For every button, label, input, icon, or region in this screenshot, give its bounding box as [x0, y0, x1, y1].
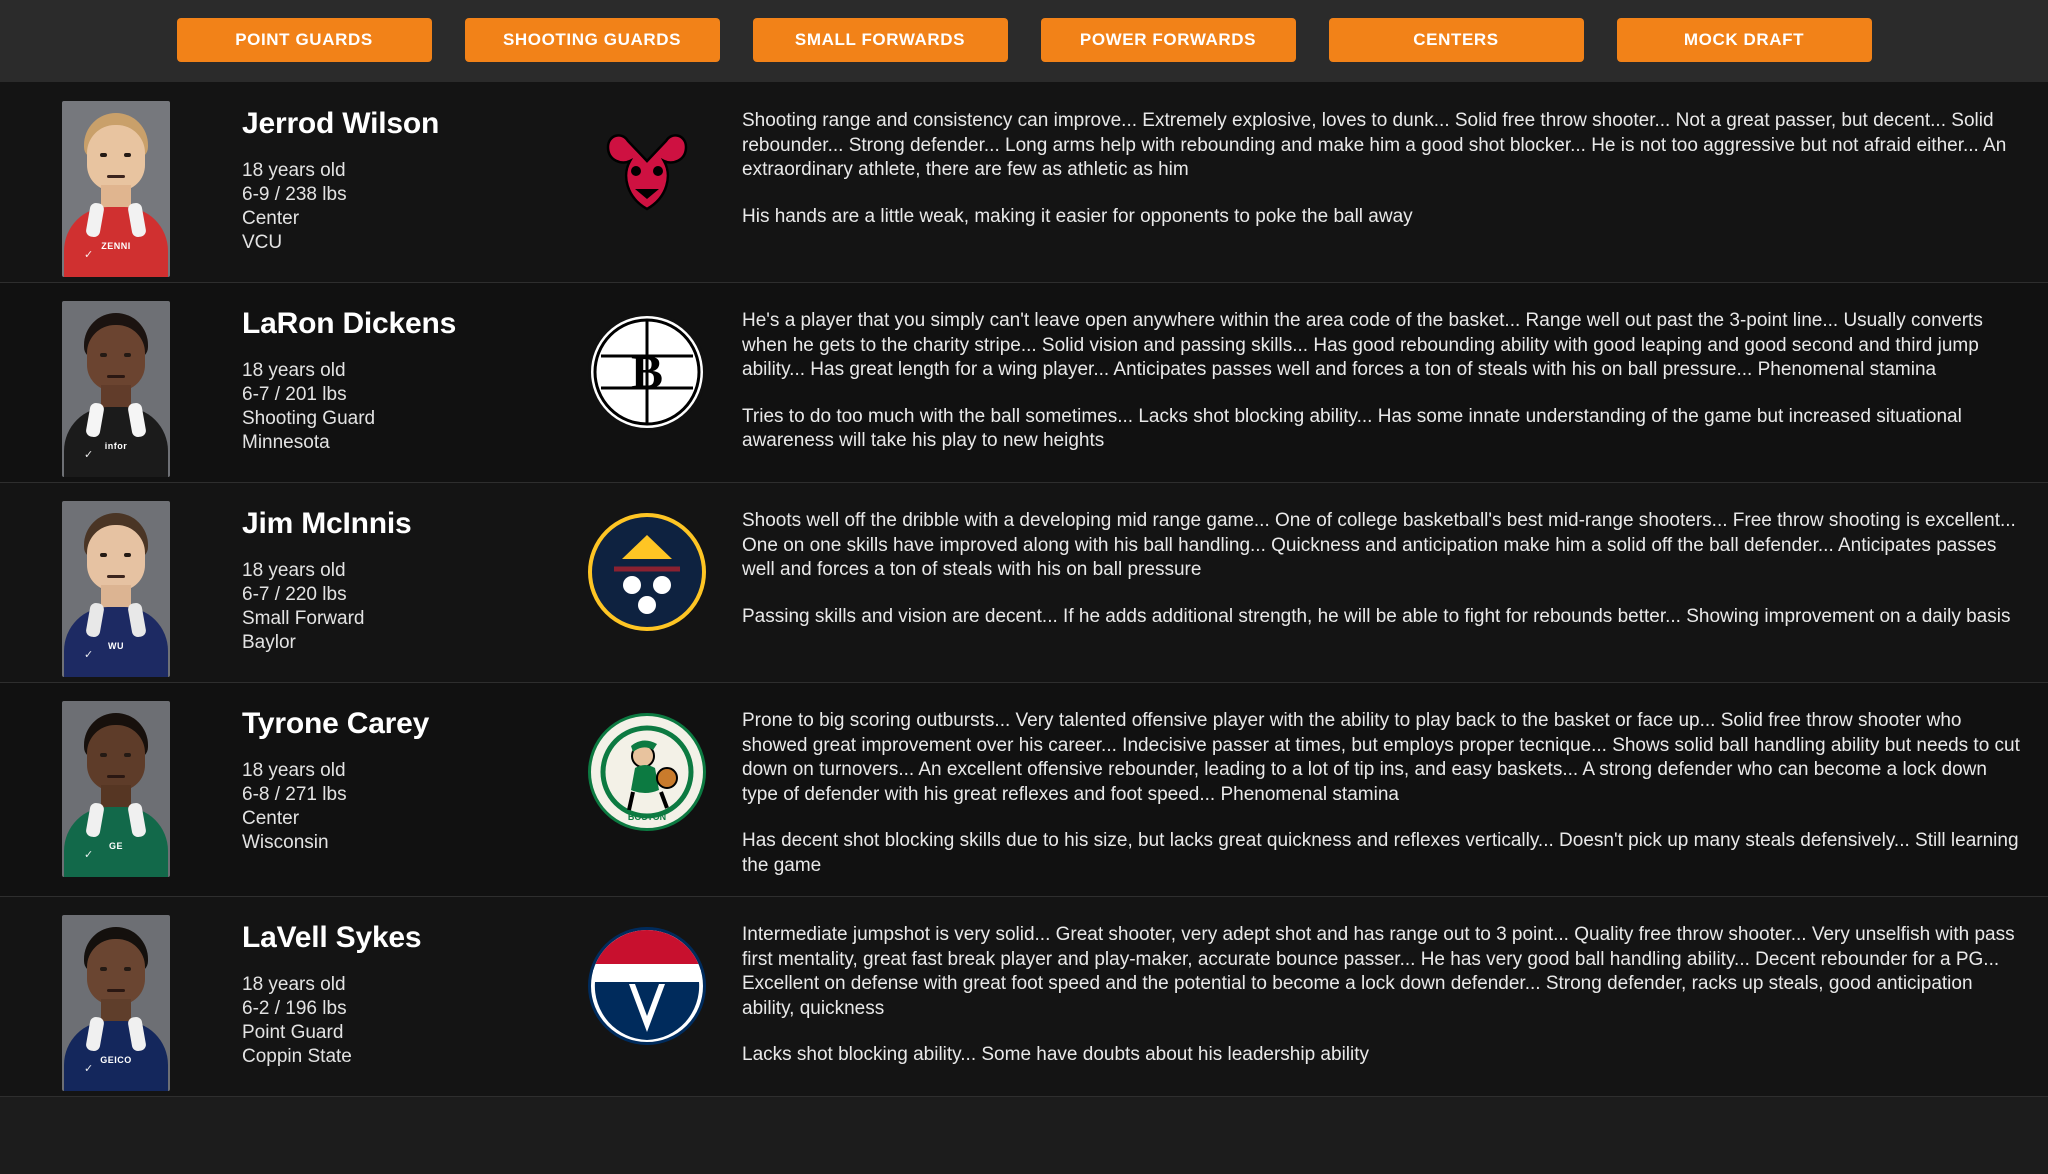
tab-power-forwards[interactable]: POWER FORWARDS — [1041, 18, 1296, 62]
position-nav-bar — [0, 0, 2048, 83]
player-age: 18 years old — [242, 360, 346, 381]
player-row[interactable] — [0, 897, 2048, 1097]
team-logo-cell — [552, 483, 742, 631]
player-info — [232, 483, 552, 673]
svg-text:B: B — [630, 346, 664, 399]
player-school: Wisconsin — [242, 832, 329, 853]
tab-point-guards[interactable]: POINT GUARDS — [177, 18, 432, 62]
tab-shooting-guards[interactable]: SHOOTING GUARDS — [465, 18, 720, 62]
player-position: Shooting Guard — [242, 408, 376, 429]
player-age: 18 years old — [242, 760, 346, 781]
scouting-report — [742, 283, 2048, 472]
player-measurements: 6-2 / 196 lbs — [242, 998, 347, 1019]
avatar: WU ✓ — [62, 501, 170, 677]
chicago-bulls-logo — [588, 113, 706, 231]
player-position: Center — [242, 208, 300, 229]
player-measurements: 6-7 / 220 lbs — [242, 584, 347, 605]
player-weaknesses: Tries to do too much with the ball sometimes... Lacks shot blocking ability... Has some innate understanding of the game but increased situational awareness will take his play to new heights — [742, 405, 1962, 451]
avatar: infor ✓ — [62, 301, 170, 477]
player-school: Minnesota — [242, 432, 330, 453]
washington-wizards-logo — [588, 927, 706, 1045]
scouting-report — [742, 683, 2048, 896]
player-name: Jim McInnis — [242, 507, 412, 540]
avatar: GE ✓ — [62, 701, 170, 877]
team-logo-cell — [552, 897, 742, 1045]
player-info — [232, 83, 552, 273]
player-portrait-cell — [0, 683, 232, 877]
avatar: ZENNI ✓ — [62, 101, 170, 277]
tab-centers[interactable]: CENTERS — [1329, 18, 1584, 62]
player-strengths: Shoots well off the dribble with a developing mid range game... One of college basketball's best mid-range shooters... Free throw shooting is excellent... One on one skills have improved along with his ball handling... Quickness and anticipation make him a solid off the ball defender... Anticipates passes well and forces a ton of steals with his on ball pressure — [742, 510, 2016, 580]
player-info — [232, 283, 552, 473]
player-name: LaVell Sykes — [242, 921, 422, 954]
player-row[interactable] — [0, 483, 2048, 683]
scouting-report — [742, 897, 2048, 1086]
tab-mock-draft[interactable]: MOCK DRAFT — [1617, 18, 1872, 62]
player-school: Coppin State — [242, 1046, 352, 1067]
player-age: 18 years old — [242, 974, 346, 995]
player-row[interactable] — [0, 83, 2048, 283]
player-info — [232, 897, 552, 1087]
player-position: Center — [242, 808, 300, 829]
svg-text:BOSTON: BOSTON — [627, 812, 667, 822]
player-list — [0, 83, 2048, 1097]
player-portrait-cell — [0, 283, 232, 477]
player-name: LaRon Dickens — [242, 307, 457, 340]
player-portrait-cell — [0, 897, 232, 1091]
player-position: Point Guard — [242, 1022, 344, 1043]
denver-nuggets-logo — [588, 513, 706, 631]
player-strengths: Prone to big scoring outbursts... Very talented offensive player with the ability to play back to the basket or face up... Solid free throw shooter who showed great improvement over his career... Indecisive passer at times, but employs proper tecnique... Shows solid ball handling ability but needs to cut down on turnovers... An excellent offensive rebounder, leading to a lot of tip ins, and easy baskets... A strong defender who can become a lock down type of defender with his great reflexes and foot speed... Phenomenal stamina — [742, 710, 2020, 805]
player-name: Jerrod Wilson — [242, 107, 440, 140]
player-portrait-cell — [0, 483, 232, 677]
player-position: Small Forward — [242, 608, 365, 629]
player-measurements: 6-9 / 238 lbs — [242, 184, 347, 205]
player-age: 18 years old — [242, 160, 346, 181]
player-row[interactable] — [0, 683, 2048, 897]
team-logo-cell — [552, 683, 742, 831]
player-weaknesses: Lacks shot blocking ability... Some have doubts about his leadership ability — [742, 1044, 1370, 1065]
team-logo-cell — [552, 83, 742, 231]
scouting-report — [742, 83, 2048, 247]
player-strengths: Intermediate jumpshot is very solid... Great shooter, very adept shot and has range out to 3 point... Quality free throw shooter... Very unselfish with pass first mentality, great fast break player and play-maker, accurate bounce passer... He has very good ball handling ability... Decent rebounder for a PG... Excellent on defense with great foot speed and the potential to become a lock down defender... Strong defender, racks up steals, good anticipation ability, quickness — [742, 924, 2015, 1019]
player-school: Baylor — [242, 632, 296, 653]
player-strengths: Shooting range and consistency can improve... Extremely explosive, loves to dunk... Solid free throw shooter... Not a great passer, but decent... Solid rebounder... Strong defender... Long arms help with rebounding and make him a good shot blocker... He is not too aggressive but not afraid either... An extraordinary athlete, there are few as athletic as him — [742, 110, 2007, 180]
player-measurements: 6-7 / 201 lbs — [242, 384, 347, 405]
player-name: Tyrone Carey — [242, 707, 430, 740]
player-school: VCU — [242, 232, 283, 253]
brooklyn-nets-logo — [588, 313, 706, 431]
player-weaknesses: His hands are a little weak, making it easier for opponents to poke the ball away — [742, 205, 1413, 227]
player-age: 18 years old — [242, 560, 346, 581]
team-logo-cell — [552, 283, 742, 431]
avatar: GEICO ✓ — [62, 915, 170, 1091]
player-row[interactable] — [0, 283, 2048, 483]
player-strengths: He's a player that you simply can't leave open anywhere within the area code of the basket... Range well out past the 3-point line... Usually converts when he gets to the charity stripe... Solid vision and passing skills... Has good rebounding ability with good leaping and good second and third jump ability... Has great length for a wing player... Anticipates passes well and forces a ton of steals with his on ball pressure... Phenomenal stamina — [742, 310, 1983, 380]
boston-celtics-logo — [588, 713, 706, 831]
player-measurements: 6-8 / 271 lbs — [242, 784, 347, 805]
scouting-report — [742, 483, 2048, 647]
player-weaknesses: Has decent shot blocking skills due to his size, but lacks great quickness and reflexes vertically... Doesn't pick up many steals defensively... Still learning the game — [742, 830, 2019, 876]
player-portrait-cell — [0, 83, 232, 277]
player-info — [232, 683, 552, 873]
player-weaknesses: Passing skills and vision are decent... If he adds additional strength, he will be able to fight for rebounds better... Showing improvement on a daily basis — [742, 605, 2011, 627]
tab-small-forwards[interactable]: SMALL FORWARDS — [753, 18, 1008, 62]
